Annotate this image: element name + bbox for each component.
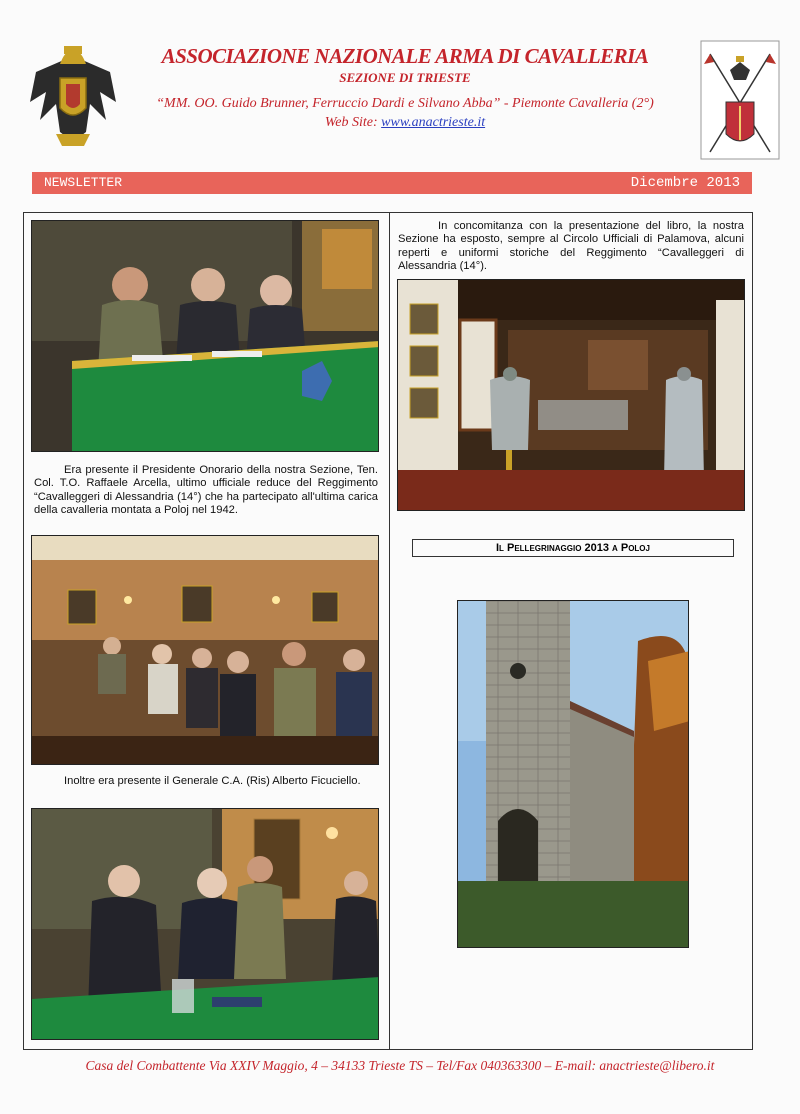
newsletter-label: NEWSLETTER	[44, 175, 123, 190]
photo-exhibition-room	[397, 279, 745, 511]
photo-conference-table	[31, 220, 379, 452]
website-line	[150, 115, 660, 131]
newsletter-band	[32, 172, 752, 194]
photo-church-tower	[457, 600, 689, 948]
dedication-line: “MM. OO. Guido Brunner, Ferruccio Dardi e Silvano Abba” - Piemonte Cavalleria (2°)	[156, 96, 654, 111]
association-title: ASSOCIAZIONE NAZIONALE ARMA DI CAVALLERIA	[161, 44, 649, 68]
photo-audience	[31, 535, 379, 765]
column-divider	[389, 212, 390, 1050]
website-link[interactable]: www.anactrieste.it	[381, 115, 486, 130]
section-subtitle: SEZIONE DI TRIESTE	[339, 70, 471, 85]
right-regiment-emblem	[700, 40, 780, 160]
left-coat-of-arms	[26, 42, 120, 150]
paragraph-ficuciello: Inoltre era presente il Generale C.A. (Ris) Alberto Ficuciello.	[64, 775, 361, 787]
photo-speakers	[31, 808, 379, 1040]
footer-contacts: Casa del Combattente Via XXIV Maggio, 4 – 34133 Trieste TS – Tel/Fax 040363300 – E-mail: anactrieste@libero.it	[85, 1058, 715, 1073]
pilgrimage-caption: Il Pellegrinaggio 2013 a Poloj	[412, 539, 734, 557]
website-label: Web Site:	[324, 115, 378, 130]
newsletter-date: Dicembre 2013	[630, 175, 740, 191]
paragraph-exhibition: In concomitanza con la presentazione del libro, la nostra Sezione ha esposto, sempre al Circolo Ufficiali di Palamova, alcuni reperti e uniformi storiche del Reggimento “Cavalleggeri di Alessandria (14°).	[398, 220, 744, 272]
paragraph-arcella: Era presente il Presidente Onorario della nostra Sezione, Ten. Col. T.O. Raffaele Arcella, ultimo ufficiale reduce del Reggimento “Cavalleggeri di Alessandria (14°) che ha partecipato all'ultima carica della cavalleria montata a Poloj nel 1942.	[34, 464, 378, 516]
